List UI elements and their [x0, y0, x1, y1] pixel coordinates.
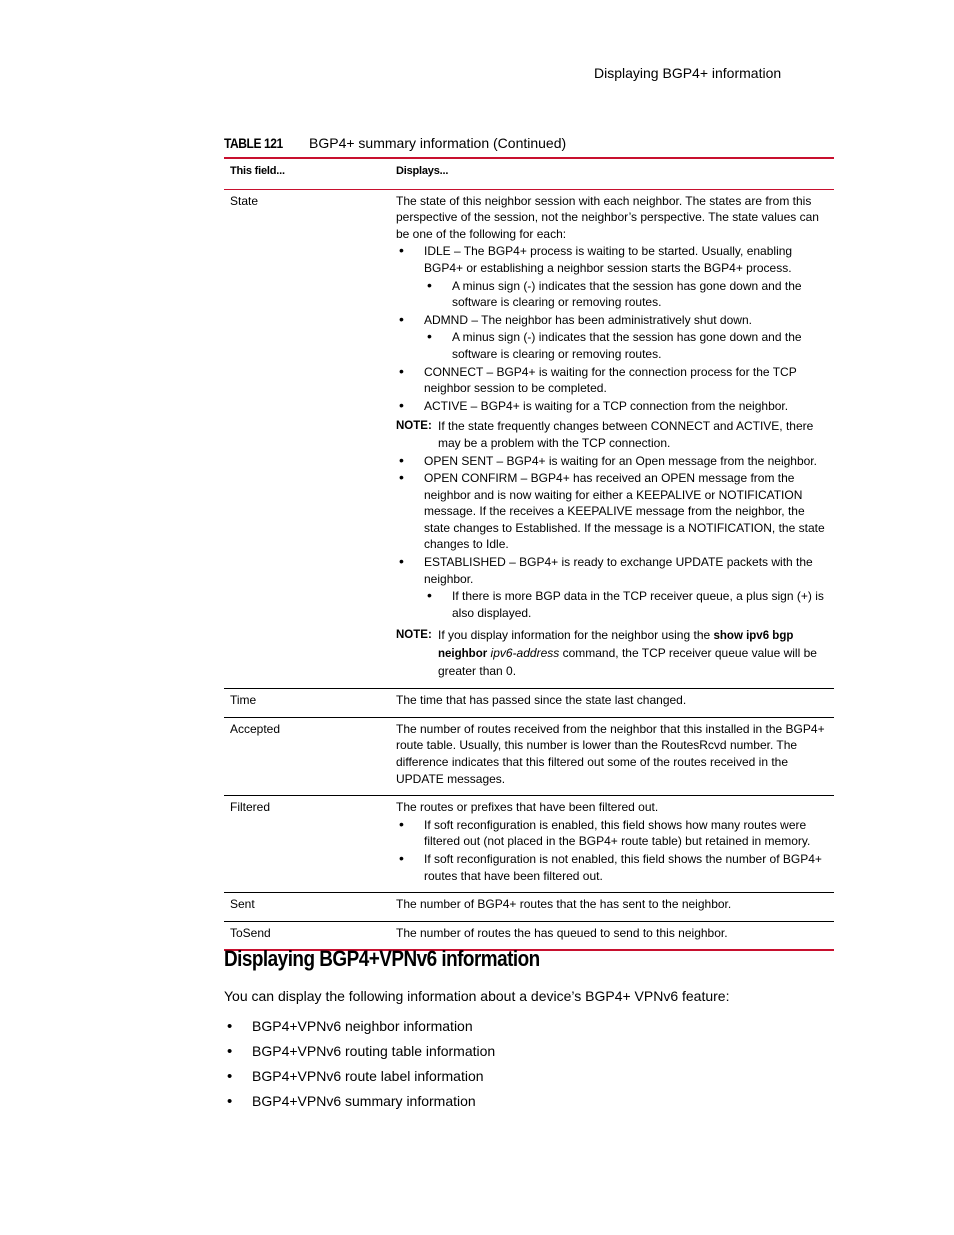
- note-text: If the state frequently changes between CONNECT and ACTIVE, there may be a problem with the TCP connection.: [438, 419, 814, 450]
- field-description: The number of routes the has queued to send to this neighbor.: [396, 925, 728, 940]
- note-text-post: command, the TCP receiver queue value will be greater than 0.: [438, 646, 817, 678]
- list-item: • BGP4+VPNv6 summary information: [224, 1092, 495, 1117]
- column-header-field: This field...: [224, 158, 384, 189]
- field-description: The time that has passed since the state last changed.: [384, 689, 834, 718]
- field-name: Filtered: [224, 796, 384, 893]
- state-intro: The state of this neighbor session with each neighbor. The states are from this perspective of the session, not the neighbor’s perspective. The state values can be one of the following for each:: [396, 193, 819, 241]
- list-item: • If there is more BGP data in the TCP receiver queue, a plus sign (+) is also displayed.: [424, 588, 828, 621]
- filtered-intro: The routes or prefixes that have been filtered out.: [396, 800, 659, 815]
- field-name: Time: [224, 689, 384, 718]
- field-description: The number of routes received from the neighbor that this installed in the BGP4+ route table. Usually, this number is lower than the RoutesRcvd number. The difference indicates that this filtered out some of the routes received in the UPDATE messages.: [384, 717, 834, 795]
- bgp-summary-table: [224, 157, 834, 951]
- list-item: • A minus sign (-) indicates that the session has gone down and the software is clearing or removing routes.: [424, 329, 828, 362]
- list-item: • CONNECT – BGP4+ is waiting for the connection process for the TCP neighbor session to be completed.: [396, 364, 828, 397]
- list-item: • OPEN CONFIRM – BGP4+ has received an OPEN message from the neighbor and is now waiting for either a KEEPALIVE or NOTIFICATION message. If the receives a KEEPALIVE message from the neighbor, the state changes to Established. If the message is a NOTIFICATION, the state changes to Idle.: [396, 470, 828, 553]
- command-argument: ipv6-address: [490, 646, 560, 661]
- column-header-displays: Displays...: [384, 158, 834, 189]
- list-item: • ACTIVE – BGP4+ is waiting for a TCP connection from the neighbor.: [396, 398, 828, 415]
- note: [396, 627, 828, 679]
- table-number: TABLE 121: [224, 135, 283, 151]
- state-idle: IDLE – The BGP4+ process is waiting to be started. Usually, enabling BGP4+ or establishing a neighbor session starts the BGP4+ process.: [424, 244, 793, 275]
- filtered-list: [396, 817, 828, 884]
- field-name: Accepted: [224, 717, 384, 795]
- table-row-state: [224, 189, 834, 689]
- state-list: [396, 243, 828, 414]
- table-row-sent: [224, 893, 834, 922]
- table-row-filtered: [224, 796, 834, 893]
- list-item: • BGP4+VPNv6 neighbor information: [224, 1017, 495, 1042]
- note-label: NOTE:: [396, 420, 432, 433]
- sub-list: [424, 329, 828, 362]
- table-title: BGP4+ summary information (Continued): [309, 135, 567, 151]
- field-description: The number of BGP4+ routes that the has sent to the neighbor.: [384, 893, 834, 922]
- list-item: • If soft reconfiguration is not enabled, this field shows the number of BGP4+ routes that have been filtered out.: [396, 851, 828, 884]
- state-list: [396, 453, 828, 622]
- state-established: ESTABLISHED – BGP4+ is ready to exchange UPDATE packets with the neighbor.: [424, 555, 813, 586]
- table-row-time: [224, 689, 834, 718]
- list-item: [396, 554, 828, 621]
- sub-list: [424, 278, 828, 311]
- field-description: [384, 189, 834, 689]
- section-intro: You can display the following information about a device’s BGP4+ VPNv6 feature:: [224, 988, 730, 1004]
- note-label: NOTE:: [396, 629, 432, 642]
- state-admnd: ADMND – The neighbor has been administratively shut down.: [424, 312, 752, 327]
- list-item: • A minus sign (-) indicates that the session has gone down and the software is clearing or removing routes.: [424, 278, 828, 311]
- list-item: • BGP4+VPNv6 route label information: [224, 1067, 495, 1092]
- list-item: • OPEN SENT – BGP4+ is waiting for an Open message from the neighbor.: [396, 453, 828, 470]
- note: [396, 418, 828, 451]
- field-name: Sent: [224, 893, 384, 922]
- field-name: State: [224, 189, 384, 689]
- list-item: [396, 312, 828, 363]
- list-item: [396, 243, 828, 310]
- sub-list: [424, 588, 828, 621]
- field-name: ToSend: [230, 925, 271, 940]
- table-caption: [224, 135, 567, 151]
- list-item: • If soft reconfiguration is enabled, this field shows how many routes were filtered out (not placed in the BGP4+ route table) but retained in memory.: [396, 817, 828, 850]
- table-header-row: [224, 158, 834, 189]
- table-row-accepted: [224, 717, 834, 795]
- command-text: show ipv6 bgp neighbor: [438, 630, 794, 661]
- note-text-pre: If you display information for the neighbor using the: [438, 628, 714, 643]
- list-item: • BGP4+VPNv6 routing table information: [224, 1042, 495, 1067]
- feature-list: [224, 1017, 495, 1117]
- running-header: Displaying BGP4+ information: [594, 65, 782, 81]
- section-heading: Displaying BGP4+VPNv6 information: [224, 946, 540, 971]
- field-description: [384, 796, 834, 893]
